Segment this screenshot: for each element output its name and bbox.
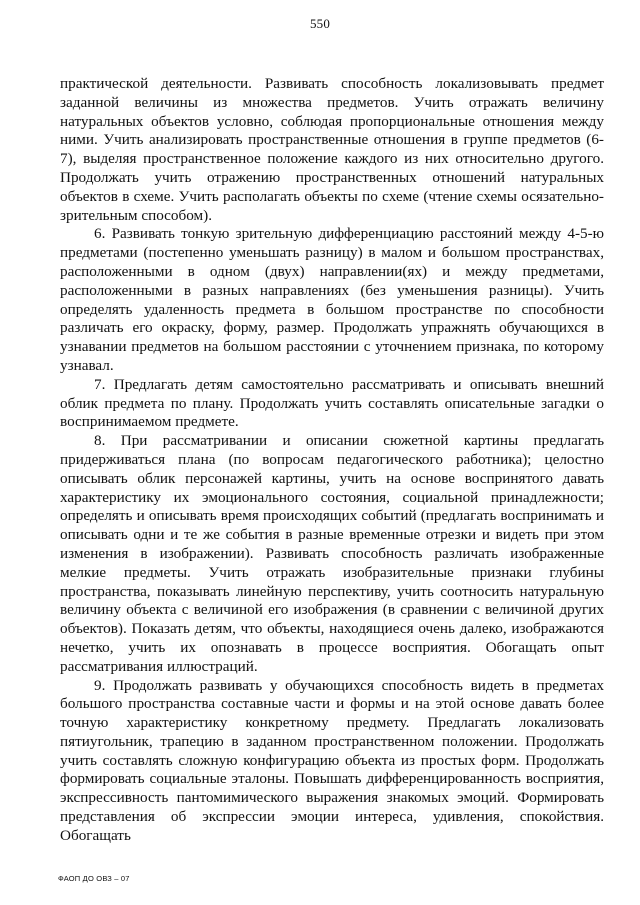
paragraph-continuation: практической деятельности. Развивать способность локализовывать предмет заданной величины из множества предметов. Учить отражать величину натуральных объектов условно, соблюдая пропорциональные отношения между ними. Учить анализировать пространственные отношения в группе предметов (6-7), выделяя пространственное положение каждого из них относительно другого. Продолжать учить отражению пространственных отношений натуральных объектов в схеме. Учить располагать объекты по схеме (чтение схемы осязательно-зрительным способом). bbox=[60, 75, 604, 224]
paragraph-item-8: 8. При рассматривании и описании сюжетной картины предлагать придерживаться плана (по вопросам педагогического работника); целостно описывать облик персонажей картины, учить на основе воспринятого давать характеристику их эмоционального состояния, социальной принадлежности; определять и описывать время происходящих событий (предлагать воспринимать и описывать одни и те же события в разные временные отрезки и видеть при этом изменения в изображении). Развивать способность различать изображенные мелкие предметы. Учить отражать изобразительные признаки глубины пространства, показывать линейную перспективу, учить соотносить натуральную величину объекта с величиной его изображения (в сравнении с величиной других объектов). Показать детям, что объекты, находящиеся очень далеко, изображаются нечетко, учить их опознавать в процессе восприятия. Обогащать опыт рассматривания иллюстраций. bbox=[60, 432, 604, 675]
body-text bbox=[60, 75, 604, 846]
page-number: 550 bbox=[309, 16, 331, 31]
paragraph-item-6: 6. Развивать тонкую зрительную дифференциацию расстояний между 4-5-ю предметами (постепенно уменьшать разницу) в малом и большом пространствах, расположенными в одном (двух) направлении(ях) и между предметами, расположенными в разных направлениях (без уменьшения разницы). Учить определять удаленность предмета в большом пространстве по способности различать его окраску, форму, размер. Продолжать упражнять обучающихся в узнавании предметов на большом расстоянии с уточнением признака, по которому узнавал. bbox=[60, 225, 604, 374]
paragraph-item-9: 9. Продолжать развивать у обучающихся способность видеть в предметах большого пространства составные части и формы и на этой основе давать более точную характеристику конкретному предмету. Предлагать локализовать пятиугольник, трапецию в заданном пространственном положении. Продолжать учить составлять сложную конфигурацию объекта из простых форм. Продолжать формировать социальные эталоны. Повышать дифференцированность восприятия, экспрессивность пантомимического выражения знакомых эмоций. Формировать представления об экспрессии эмоции интереса, удивления, спокойствия. Обогащать bbox=[60, 676, 604, 844]
footer-doc-code: ФАОП ДО ОВЗ – 07 bbox=[58, 874, 130, 883]
paragraph-item-7: 7. Предлагать детям самостоятельно рассматривать и описывать внешний облик предмета по плану. Продолжать учить составлять описательные загадки о воспринимаемом предмете. bbox=[60, 375, 604, 431]
